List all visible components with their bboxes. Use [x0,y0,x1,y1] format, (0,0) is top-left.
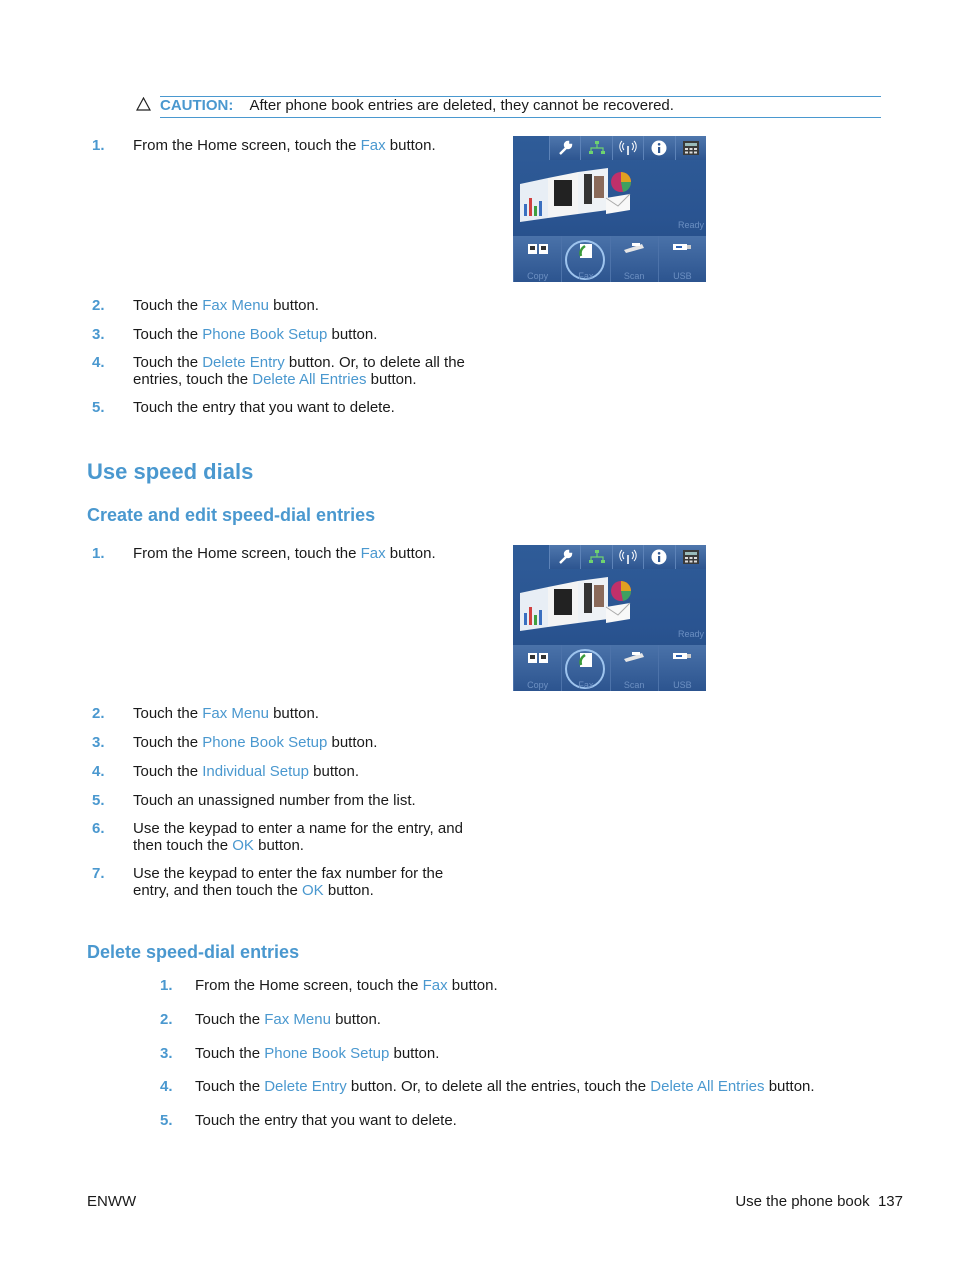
info-icon [643,136,674,160]
copy-tile: Copy [513,645,561,691]
network-icon [580,136,611,160]
scan-tile: Scan [610,645,658,691]
fax-tile: Fax [561,645,609,691]
wrench-icon [549,545,580,569]
wireless-icon [612,136,643,160]
section-title: Use speed dials [87,459,254,484]
screen-bottom-bar [513,236,706,282]
footer-left: ENWW [87,1193,137,1210]
usb-tile: USB [658,645,706,691]
screen-top-bar [549,136,706,160]
network-icon [580,545,611,569]
info-icon [643,545,674,569]
footer-right [735,1193,903,1210]
control-panel-home-screen [513,136,706,282]
caution-icon [136,97,151,115]
caution-note [160,97,674,114]
subsection-title-create: Create and edit speed-dial entries [87,505,376,525]
wrench-icon [549,136,580,160]
screen-top-bar [549,545,706,569]
footer-chapter: Use the phone book [735,1193,870,1210]
status-ready: Ready [677,220,704,230]
keypad-icon [675,545,706,569]
screen-bottom-bar [513,645,706,691]
control-panel-home-screen [513,545,706,691]
subsection-title-delete: Delete speed-dial entries [87,942,300,962]
caution-text: After phone book entries are deleted, they cannot be recovered. [249,97,674,114]
page-number: 137 [877,1193,903,1210]
keypad-icon [675,136,706,160]
usb-tile: USB [658,236,706,282]
home-screen-graphic [518,575,648,635]
copy-tile: Copy [513,236,561,282]
status-ready: Ready [677,629,704,639]
scan-tile: Scan [610,236,658,282]
home-screen-graphic [518,166,648,226]
caution-label: CAUTION: [160,97,234,114]
wireless-icon [612,545,643,569]
fax-tile: Fax [561,236,609,282]
